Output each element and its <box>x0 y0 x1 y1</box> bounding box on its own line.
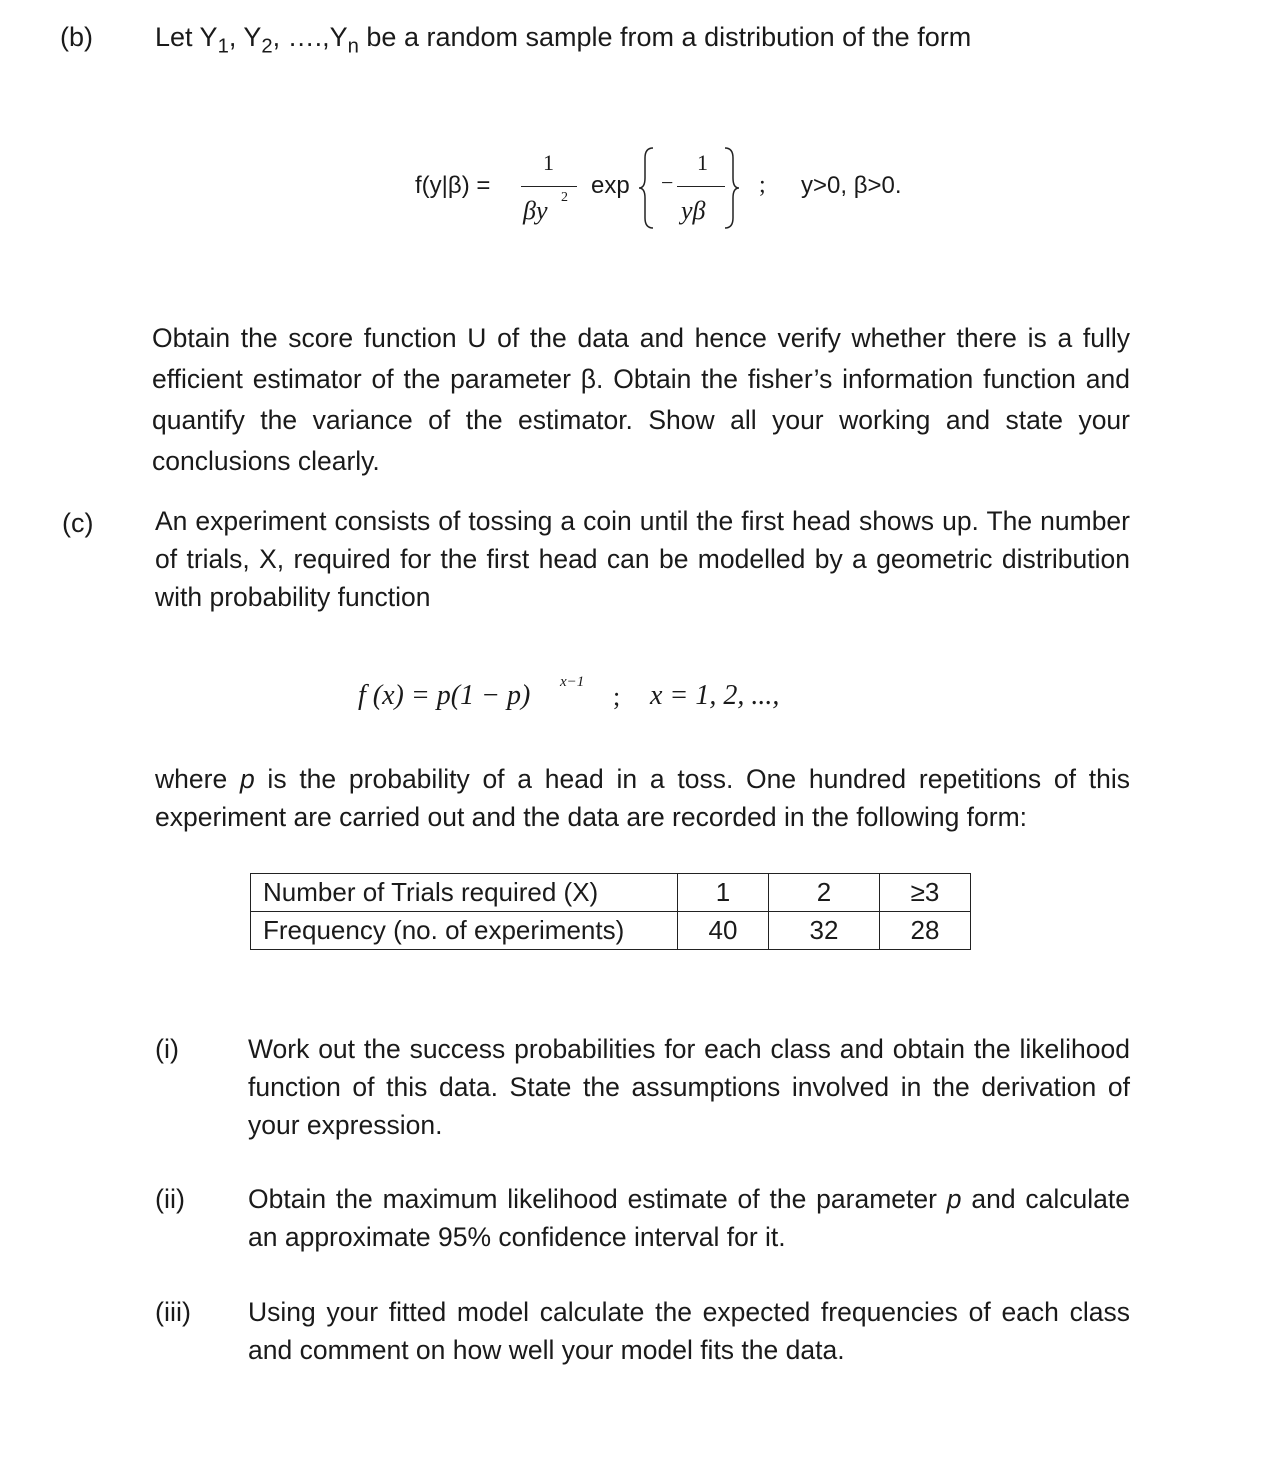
geometric-formula <box>358 674 838 730</box>
table-row <box>251 912 971 950</box>
geometric-domain: x = 1, 2, ..., <box>650 680 780 711</box>
frac2-bar <box>677 186 725 187</box>
pdf-formula <box>415 140 935 240</box>
item-i-label: (i) <box>155 1034 179 1064</box>
table-cell: 28 <box>880 912 971 950</box>
geometric-lhs: f (x) = p(1 − p) <box>358 680 531 711</box>
formula-semicolon: ; <box>759 172 766 198</box>
table-cell: 40 <box>678 912 769 950</box>
table-cell: 2 <box>769 874 880 912</box>
item-ii-text: Obtain the maximum likelihood estimate of the parameter p and calculate an approximate 95% confidence interval for it. <box>248 1184 1131 1252</box>
formula-minus: − <box>661 170 674 195</box>
frac1-denominator: βy <box>523 196 548 225</box>
exp-word: exp <box>591 172 630 199</box>
table-cell: ≥3 <box>880 874 971 912</box>
table-cell: Frequency (no. of experiments) <box>251 912 678 950</box>
part-b-intro: Let $Y_1$, $Y_2$, $\dots.,Y_n$ be a random sample from a distribution of the form <box>155 22 972 58</box>
part-b-paragraph: Obtain the score function U of the data and hence verify whether there is a fully efficient estimator of the parameter β. Obtain the fisher’s information function and quantify the variance of the estimator. Show all your working and state your conclusions clearly. <box>152 323 1130 476</box>
frac1-exponent: 2 <box>561 190 568 205</box>
part-c-label: (c) <box>62 508 94 538</box>
table-cell: Number of Trials required (X) <box>251 874 678 912</box>
frac2-denominator: yβ <box>681 196 706 225</box>
formula-condition: y>0, β>0. <box>801 172 902 199</box>
right-brace <box>721 146 741 230</box>
frequency-table <box>250 873 971 950</box>
formula-lhs: f(y|β) = <box>415 172 491 199</box>
item-i-text: Work out the success probabilities for each class and obtain the likelihood function of this data. State the assumptions involved in the derivation of your expression. <box>248 1034 1130 1140</box>
frac1-numerator: 1 <box>543 150 554 175</box>
part-b-label: (b) <box>60 22 93 52</box>
table-cell: 32 <box>769 912 880 950</box>
item-ii-label: (ii) <box>155 1184 185 1214</box>
item-iii-text: Using your fitted model calculate the expected frequencies of each class and comment on how well your model fits the data. <box>248 1297 1130 1365</box>
frac1-bar <box>521 186 577 187</box>
frac2-numerator: 1 <box>697 150 708 175</box>
part-c-intro: An experiment consists of tossing a coin until the first head shows up. The number of trials, X, required for the first head can be modelled by a geometric distribution with probability function <box>155 506 1130 612</box>
geometric-exponent: x−1 <box>560 674 585 690</box>
table-row <box>251 874 971 912</box>
left-brace <box>637 146 657 230</box>
table-cell: 1 <box>678 874 769 912</box>
item-iii-label: (iii) <box>155 1297 191 1327</box>
geometric-semicolon: ; <box>613 682 621 711</box>
part-c-where: where p is the probability of a head in a toss. One hundred repetitions of this experiment are carried out and the data are recorded in the following form: <box>155 764 1131 832</box>
